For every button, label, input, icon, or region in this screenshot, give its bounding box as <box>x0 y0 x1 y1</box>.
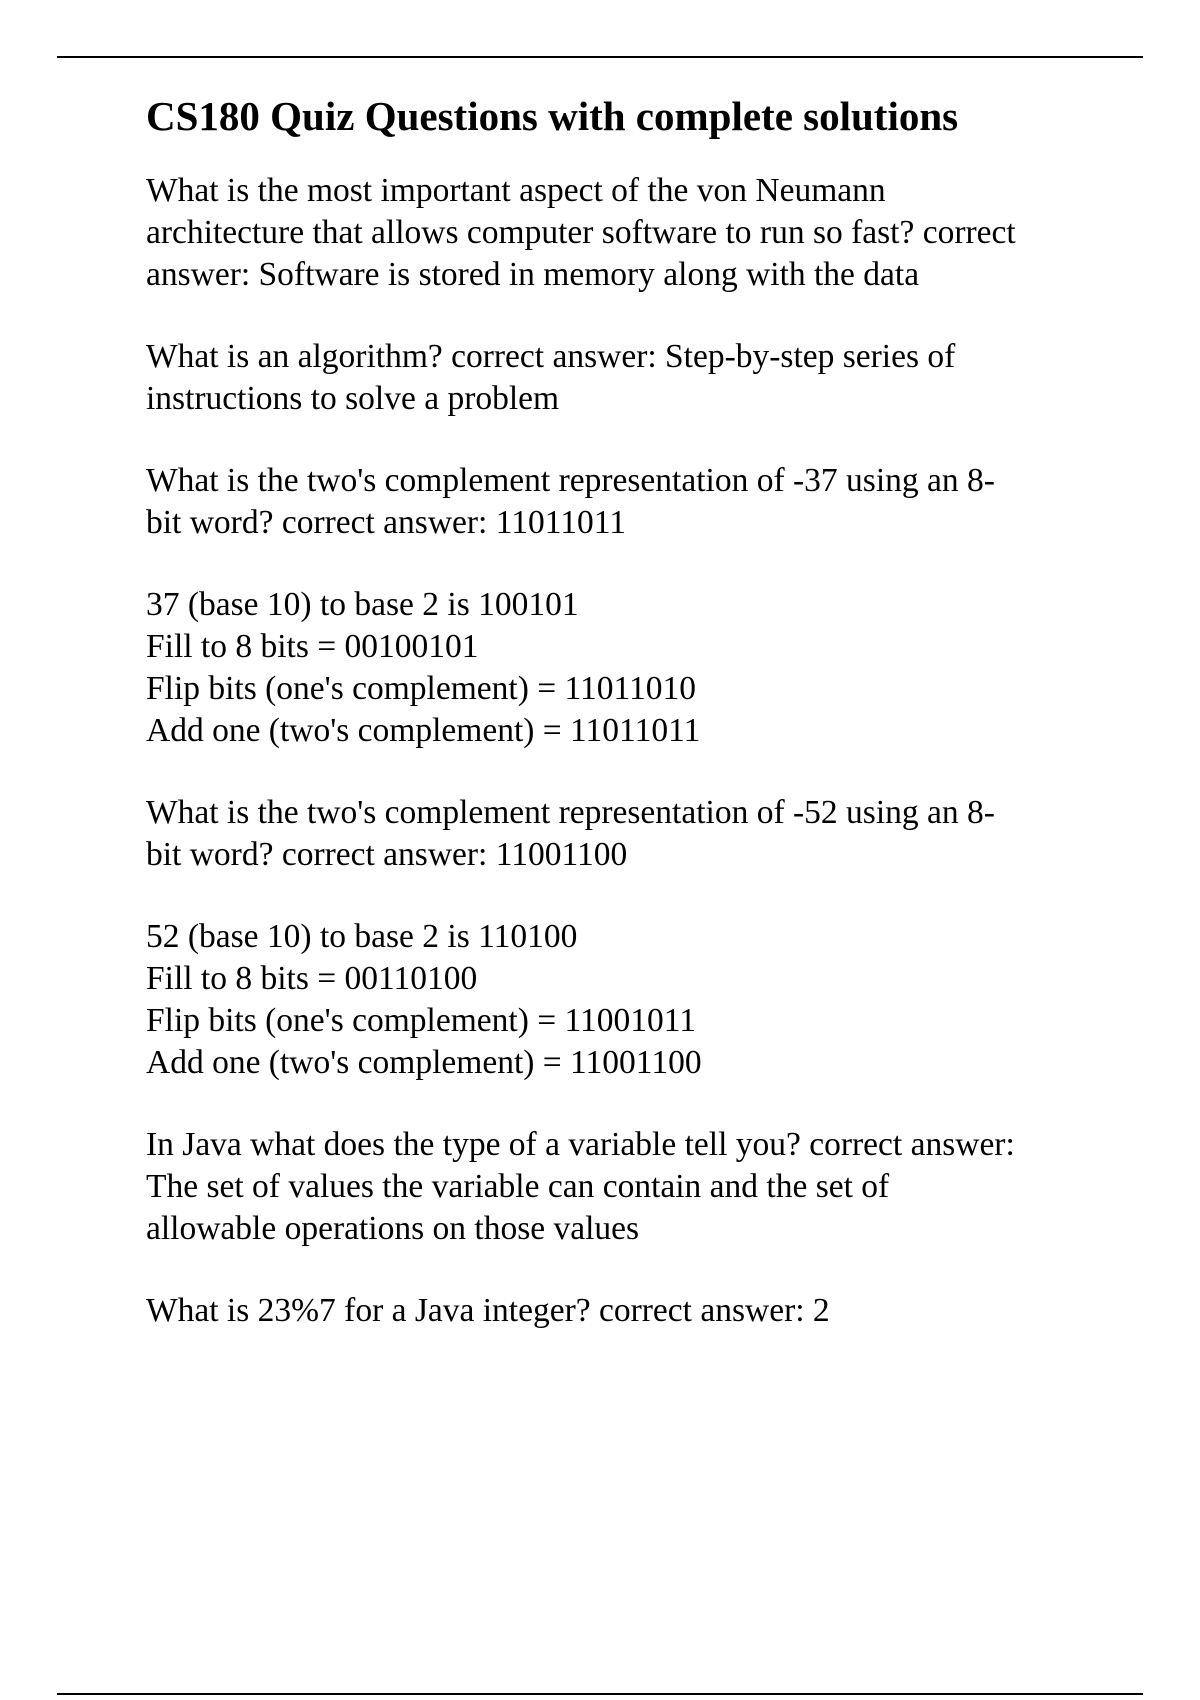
text-line: Add one (two's complement) = 11001100 <box>146 1044 702 1081</box>
text-line: The set of values the variable can contain and the set of <box>146 1168 890 1205</box>
text-line: What is an algorithm? correct answer: Step-by-step series of <box>146 338 956 375</box>
text-line: 37 (base 10) to base 2 is 100101 <box>146 586 579 623</box>
qa-twos-complement-37 <box>146 460 1106 544</box>
text-line: instructions to solve a problem <box>146 380 560 417</box>
text-line: Flip bits (one's complement) = 11001011 <box>146 1002 697 1039</box>
document-body <box>146 90 1106 1372</box>
text-line: What is the most important aspect of the von Neumann <box>146 172 886 209</box>
header-rule <box>57 56 1143 58</box>
text-line: bit word? correct answer: 11001100 <box>146 836 628 873</box>
solution-steps-37 <box>146 584 1106 752</box>
text-line: architecture that allows computer software to run so fast? correct <box>146 214 1016 251</box>
text-line: What is 23%7 for a Java integer? correct answer: 2 <box>146 1292 830 1329</box>
text-line: answer: Software is stored in memory along with the data <box>146 256 920 293</box>
qa-java-variable-type <box>146 1124 1106 1250</box>
footer-rule <box>57 1693 1143 1695</box>
qa-twos-complement-52 <box>146 792 1106 876</box>
text-line: Fill to 8 bits = 00100101 <box>146 628 479 665</box>
text-line: What is the two's complement representation of -37 using an 8- <box>146 462 995 499</box>
solution-steps-52 <box>146 916 1106 1084</box>
text-line: What is the two's complement representation of -52 using an 8- <box>146 794 995 831</box>
text-line: Add one (two's complement) = 11011011 <box>146 712 701 749</box>
qa-von-neumann <box>146 170 1106 296</box>
text-line: In Java what does the type of a variable tell you? correct answer: <box>146 1126 1015 1163</box>
text-line: Flip bits (one's complement) = 11011010 <box>146 670 697 707</box>
text-line: Fill to 8 bits = 00110100 <box>146 960 478 997</box>
text-line: allowable operations on those values <box>146 1210 640 1247</box>
text-line: bit word? correct answer: 11011011 <box>146 504 627 541</box>
text-line: 52 (base 10) to base 2 is 110100 <box>146 918 578 955</box>
qa-java-modulo <box>146 1290 1106 1332</box>
qa-algorithm <box>146 336 1106 420</box>
document-title: CS180 Quiz Questions with complete solutions <box>146 93 959 139</box>
